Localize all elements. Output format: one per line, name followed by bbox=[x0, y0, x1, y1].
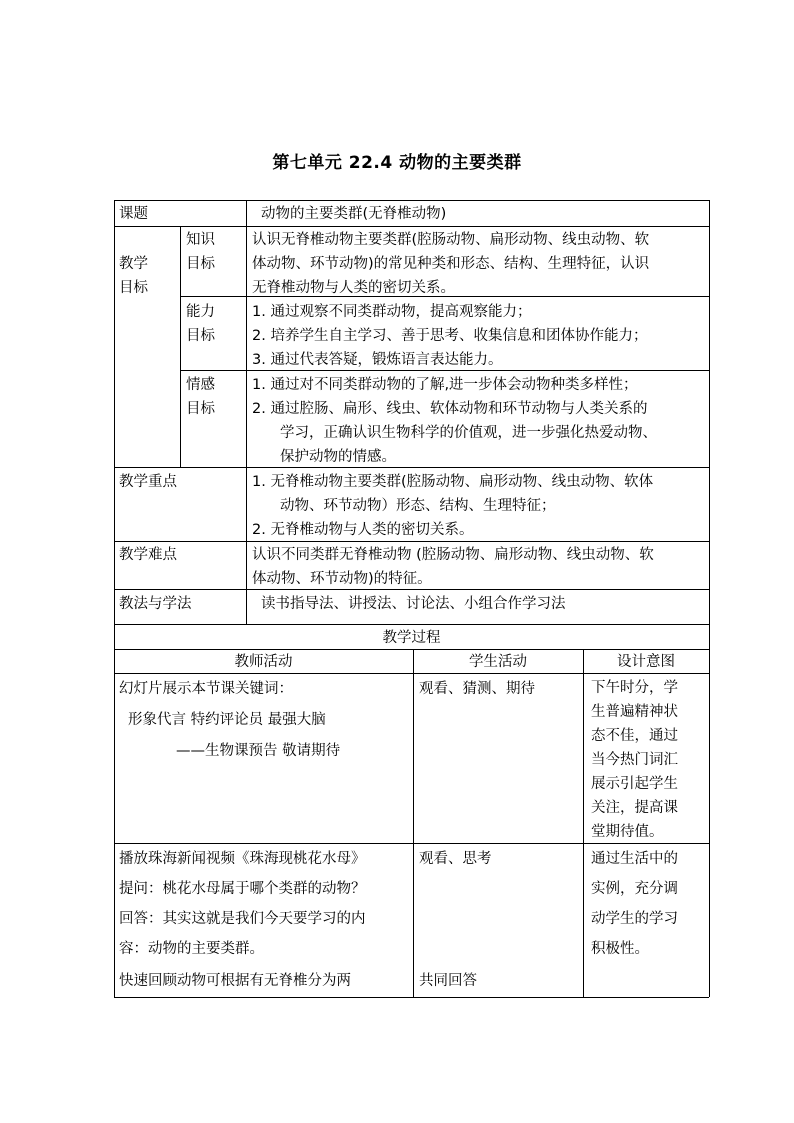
teacher-activity-line: 提问：桃花水母属于哪个类群的动物？ bbox=[119, 881, 366, 897]
column-header-intent: 设计意图 bbox=[617, 654, 675, 670]
design-intent-line: 积极性。 bbox=[591, 941, 649, 957]
ability-item: 2. 培养学生自主学习、善于思考、收集信息和团体协作能力； bbox=[252, 328, 648, 344]
design-intent-line: 态不佳，通过 bbox=[591, 728, 678, 744]
key-points-label: 教学重点 bbox=[119, 474, 177, 490]
design-intent-line: 堂期待值。 bbox=[591, 824, 664, 840]
ability-label-line1: 能力 bbox=[186, 304, 215, 320]
design-intent-line: 实例，充分调 bbox=[591, 881, 678, 897]
design-intent-line: 下午时分，学 bbox=[591, 680, 678, 696]
difficulty-text-line: 认识不同类群无脊椎动物 (腔肠动物、扁形动物、线虫动物、软 bbox=[252, 547, 654, 563]
student-activity: 观看、猜测、期待 bbox=[419, 681, 535, 697]
knowledge-text-line: 无脊椎动物与人类的密切关系。 bbox=[252, 280, 455, 296]
teacher-activity-line: ——生物课预告 敬请期待 bbox=[176, 743, 341, 759]
column-header-teacher: 教师活动 bbox=[234, 654, 293, 670]
goals-label-line2: 目标 bbox=[119, 280, 148, 296]
key-point-item: 1. 无脊椎动物主要类群(腔肠动物、扁形动物、线虫动物、软体 bbox=[252, 474, 654, 490]
teacher-activity-line: 快速回顾动物可根据有无脊椎分为两 bbox=[119, 973, 351, 989]
design-intent-line: 动学生的学习 bbox=[591, 911, 678, 927]
process-header: 教学过程 bbox=[382, 630, 441, 646]
document-title: 第七单元 22.4 动物的主要类群 bbox=[272, 153, 522, 173]
student-activity: 共同回答 bbox=[419, 973, 477, 989]
design-intent-line: 生普遍精神状 bbox=[591, 704, 678, 720]
teacher-activity-line: 容：动物的主要类群。 bbox=[119, 941, 264, 957]
emotion-item-continued: 保护动物的情感。 bbox=[280, 449, 396, 465]
emotion-label-line2: 目标 bbox=[186, 401, 215, 417]
teacher-activity-line: 播放珠海新闻视频《珠海现桃花水母》 bbox=[119, 851, 366, 867]
teacher-activity-line: 幻灯片展示本节课关键词： bbox=[119, 681, 293, 697]
emotion-item: 2. 通过腔肠、扁形、线虫、软体动物和环节动物与人类关系的 bbox=[252, 401, 648, 417]
knowledge-text-line: 认识无脊椎动物主要类群(腔肠动物、扁形动物、线虫动物、软 bbox=[252, 232, 650, 248]
design-intent-line: 关注，提高课 bbox=[591, 800, 678, 816]
method-value: 读书指导法、讲授法、讨论法、小组合作学习法 bbox=[261, 596, 566, 612]
knowledge-label-line1: 知识 bbox=[186, 232, 215, 248]
emotion-item-continued: 学习，正确认识生物科学的价值观，进一步强化热爱动物、 bbox=[280, 425, 657, 441]
design-intent-line: 当今热门词汇 bbox=[591, 752, 678, 768]
key-point-item: 2. 无脊椎动物与人类的密切关系。 bbox=[252, 522, 474, 538]
difficulty-label: 教学难点 bbox=[119, 547, 177, 563]
ability-label-line2: 目标 bbox=[186, 328, 215, 344]
knowledge-text-line: 体动物、环节动物)的常见种类和形态、结构、生理特征，认识 bbox=[252, 256, 650, 272]
emotion-label-line1: 情感 bbox=[186, 377, 215, 393]
teacher-activity-line: 回答：其实这就是我们今天要学习的内 bbox=[119, 911, 366, 927]
teacher-activity-line: 形象代言 特约评论员 最强大脑 bbox=[128, 712, 326, 728]
knowledge-label-line2: 目标 bbox=[186, 256, 215, 272]
column-header-student: 学生活动 bbox=[469, 654, 527, 670]
ability-item: 1. 通过观察不同类群动物，提高观察能力； bbox=[252, 304, 532, 320]
student-activity: 观看、思考 bbox=[419, 851, 492, 867]
emotion-item: 1. 通过对不同类群动物的了解,进一步体会动物种类多样性； bbox=[252, 377, 638, 393]
ability-item: 3. 通过代表答疑，锻炼语言表达能力。 bbox=[252, 352, 503, 368]
goals-label-line1: 教学 bbox=[119, 256, 148, 272]
design-intent-line: 展示引起学生 bbox=[591, 776, 678, 792]
topic-label: 课题 bbox=[119, 206, 148, 222]
difficulty-text-line: 体动物、环节动物)的特征。 bbox=[252, 571, 432, 587]
method-label: 教法与学法 bbox=[119, 596, 192, 612]
design-intent-line: 通过生活中的 bbox=[591, 851, 678, 867]
key-point-item-continued: 动物、环节动物）形态、结构、生理特征； bbox=[280, 498, 556, 514]
topic-value: 动物的主要类群(无脊椎动物) bbox=[261, 206, 447, 222]
